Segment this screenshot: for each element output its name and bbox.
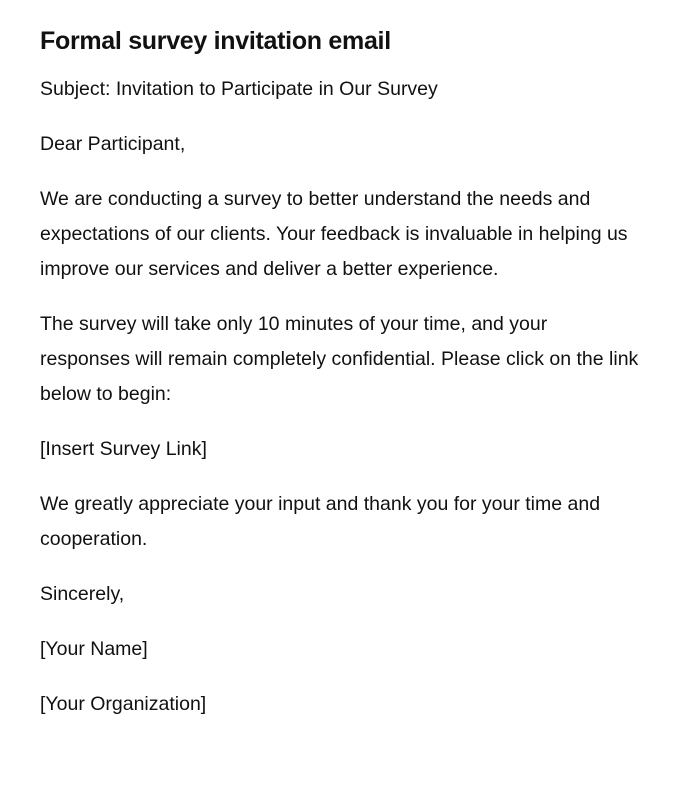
survey-link-placeholder: [Insert Survey Link] [40,438,207,460]
greeting: Dear Participant, [40,133,186,155]
signature-organization: [Your Organization] [40,693,207,715]
subject-line: Subject: Invitation to Participate in Our Survey [40,78,438,100]
body-paragraph: We greatly appreciate your input and thank you for your time and cooperation. [40,493,601,550]
signature-name: [Your Name] [40,638,148,660]
body-paragraph: The survey will take only 10 minutes of your time, and your responses will remain completely confidential. Please click on the link below to begin: [40,313,639,405]
body-paragraph: We are conducting a survey to better understand the needs and expectations of our clients. Your feedback is invaluable in helping us improve our services and deliver a better experience. [40,188,628,280]
closing: Sincerely, [40,583,125,605]
document-title: Formal survey invitation email [40,27,391,55]
